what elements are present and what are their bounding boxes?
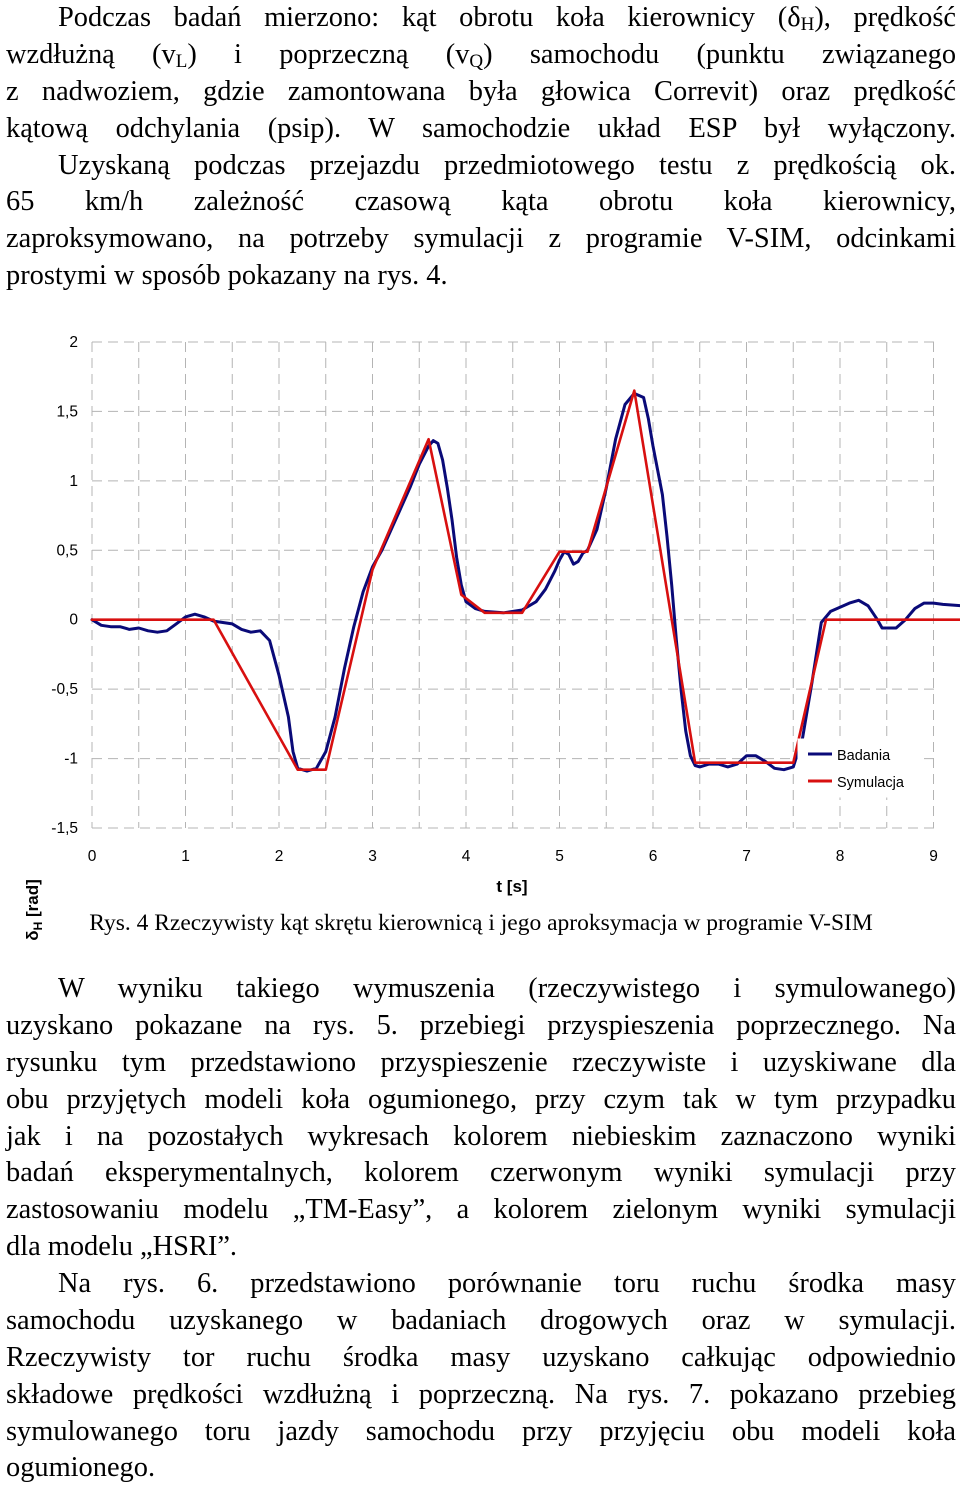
x-tick-labels [88, 848, 938, 865]
text-line: symulowanego toru jazdy samochodu przy przyjęciu obu modeli koła [6, 1415, 956, 1447]
text-line: składowe prędkości wzdłużną i poprzeczną. Na rys. 7. pokazano przebieg [6, 1378, 956, 1410]
y-axis-title: $\delta_H$ [rad] [23, 879, 45, 941]
paragraph-measurements [6, 0, 956, 295]
text-line: jak i na pozostałych wykresach kolorem niebieskim zaznaczono wyniki [6, 1120, 956, 1152]
text-line: Na rys. 6. przedstawiono porównanie toru ruchu środka masy [58, 1268, 956, 1299]
paragraph-results [6, 971, 956, 1266]
y-tick-label: -1,5 [51, 820, 78, 837]
chart-series [92, 391, 960, 771]
x-tick-label: 0 [87, 848, 97, 865]
x-tick-label: 9 [929, 848, 938, 865]
text-line: dla modelu „HSRI”. [6, 1231, 238, 1263]
y-tick-label: -1 [64, 750, 78, 768]
x-tick-label: 2 [274, 848, 284, 865]
text-line: ogumionego. [6, 1452, 156, 1484]
text-line: Uzyskaną podczas przejazdu przedmiotowego testu z prędkością ok. [58, 149, 956, 181]
y-tick-label: 0,5 [56, 542, 78, 560]
series-badania-line [92, 393, 960, 771]
y-tick-label: 1,5 [56, 403, 78, 421]
paragraph-trajectory [6, 1266, 956, 1487]
x-tick-label: 5 [555, 848, 564, 865]
series-symulacja-line [92, 391, 960, 770]
text-line: W wyniku takiego wymuszenia (rzeczywistego i symulowanego) [58, 973, 956, 1004]
text-line: samochodu uzyskanego w badaniach drogowych oraz w symulacji. [6, 1304, 956, 1336]
figure-caption: Rys. 4 Rzeczywisty kąt skrętu kierownicą i jego aproksymacja w programie V-SIM [89, 910, 873, 936]
text-line: badań eksperymentalnych, kolorem czerwonym wyniki symulacji przy [6, 1157, 956, 1189]
x-tick-label: 1 [181, 848, 190, 865]
y-tick-label: 1 [69, 472, 78, 490]
legend-symulacja-label: Symulacja [837, 775, 904, 791]
x-tick-label: 3 [368, 848, 377, 865]
y-tick-label: 0 [69, 611, 78, 629]
x-tick-label: 6 [648, 848, 658, 865]
x-tick-label: 7 [742, 848, 751, 865]
y-tick-labels [51, 334, 78, 837]
text-line: Podczas badań mierzono: kąt obrotu koła kierownicy $(\delta_H)$, prędkość [58, 2, 956, 35]
text-line: wzdłużną $(v_L)$ i poprzeczną $(v_Q)$ samochodu (punktu związanego [6, 38, 957, 72]
y-tick-label: -0,5 [51, 681, 78, 699]
text-line: kątową odchylania (psip). W samochodzie układ ESP był wyłączony. [6, 112, 956, 144]
text-line: 65 km/h zależność czasową kąta obrotu koła kierownicy, [6, 186, 956, 218]
x-axis-title: t [s] [496, 877, 528, 896]
text-line: z nadwoziem, gdzie zamontowana była głowica Correvit) oraz prędkość [6, 75, 956, 107]
text-line: prostymi w sposób pokazany na rys. 4. [6, 260, 448, 292]
x-tick-label: 4 [461, 848, 471, 865]
text-line: obu przyjętych modeli koła ogumionego, przy czym tak w tym przypadku [6, 1083, 956, 1115]
text-line: zastosowaniu modelu „TM-Easy”, a kolorem zielonym wyniki symulacji [6, 1194, 956, 1226]
chart-legend [798, 739, 918, 797]
text-line: zaproksymowano, na potrzeby symulacji z programie V-SIM, odcinkami [6, 223, 956, 255]
text-line: Rzeczywisty tor ruchu środka masy uzyskano całkując odpowiednio [6, 1341, 956, 1373]
legend-badania-label: Badania [837, 748, 891, 764]
x-tick-label: 8 [835, 848, 845, 865]
text-line: rysunku tym przedstawiono przyspieszenie rzeczywiste i uzyskiwane dla [6, 1046, 956, 1078]
text-line: uzyskano pokazane na rys. 5. przebiegi przyspieszenia poprzecznego. Na [6, 1009, 956, 1041]
y-tick-label: 2 [69, 334, 78, 351]
